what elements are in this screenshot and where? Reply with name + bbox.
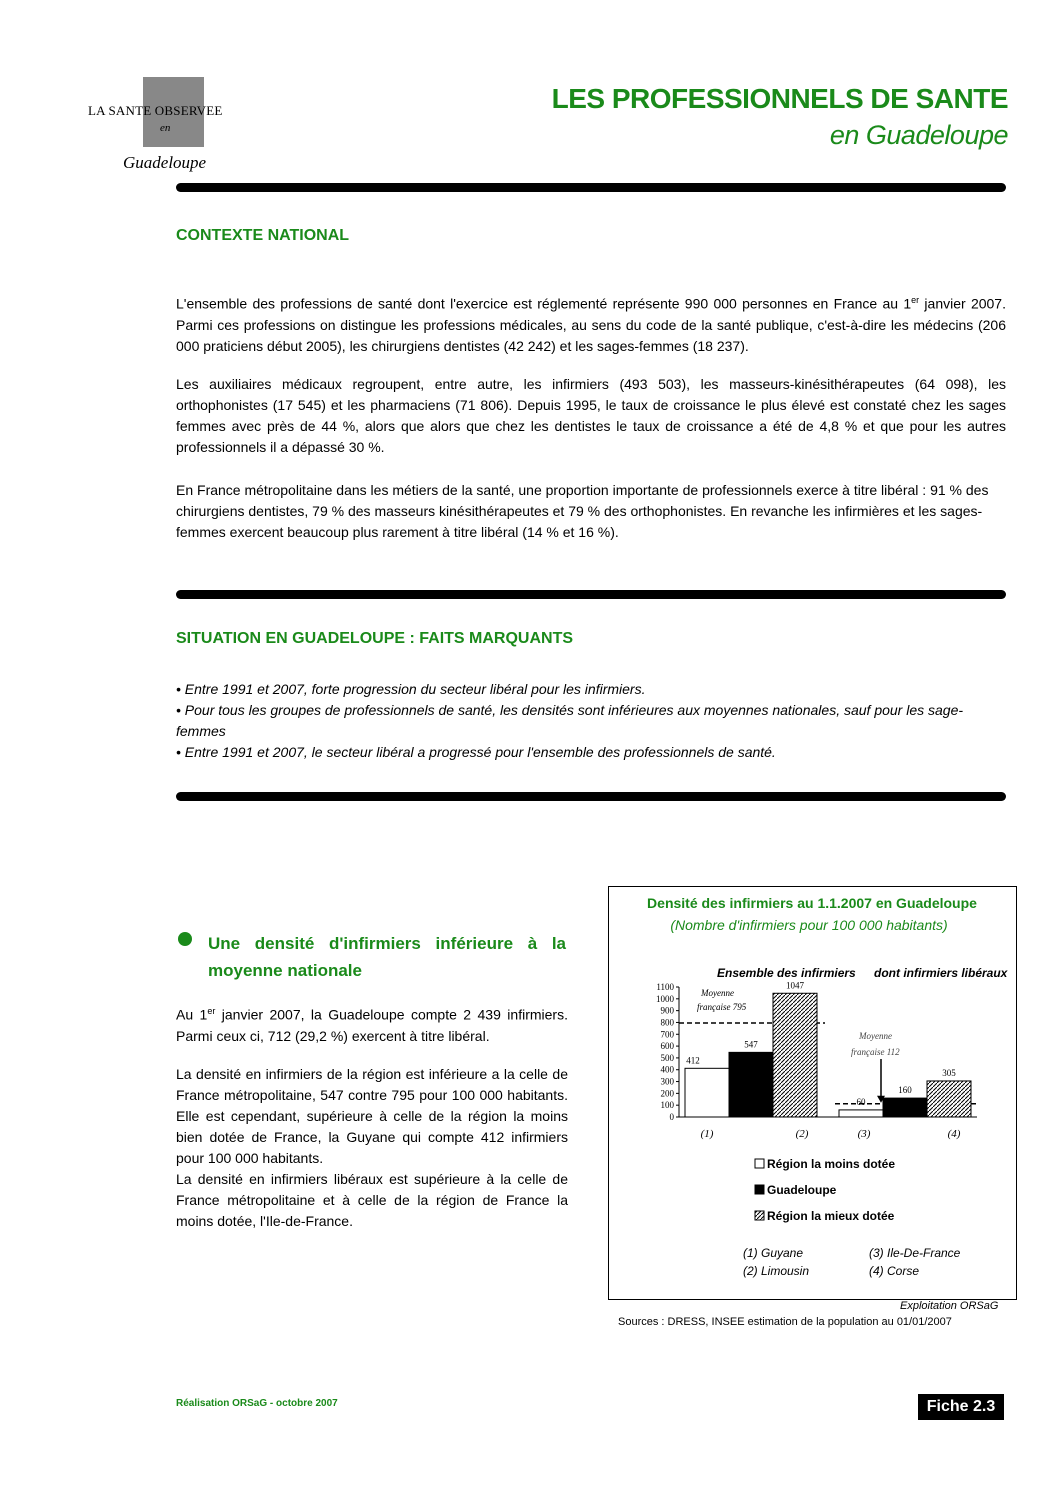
- chart-note: (2) Limousin: [743, 1264, 810, 1278]
- contexte-heading: CONTEXTE NATIONAL: [176, 227, 350, 244]
- bullet-item: • Entre 1991 et 2007, le secteur libéral a progressé pour l'ensemble des professionnels de santé.: [176, 744, 776, 760]
- y-tick-label: 300: [660, 1076, 674, 1087]
- x-tick-label: (2): [795, 1128, 809, 1140]
- chart-note: (4) Corse: [869, 1264, 920, 1278]
- bar-1-0: [729, 1052, 773, 1117]
- bar-value-label: 160: [898, 1085, 912, 1096]
- bar-2-1: [927, 1081, 971, 1117]
- average-label: Moyenne: [859, 1031, 892, 1041]
- y-tick-label: 1100: [656, 982, 674, 992]
- y-tick-label: 100: [660, 1100, 674, 1111]
- bar-value-label: 1047: [786, 980, 804, 991]
- y-tick-label: 800: [660, 1017, 674, 1028]
- contexte-p1-text-b: janvier 2007. Parmi ces professions on distingue les professions médicales, au sens du code de la santé publique, c'est-à-dire les médecins (206 000 praticiens début 2005), les chirurgiens dentistes (42 242) et les sages-femmes (18 237).: [176, 295, 1006, 354]
- contexte-paragraph-2: Les auxiliaires médicaux regroupent, entre autre, les infirmiers (493 503), les masseurs-kinésithérapeutes (64 098), les orthophonistes (17 545) et les pharmaciens (71 806). Depuis 1995, le taux de croissance le plus élevé est constaté chez les sages femmes avec près de 44 %, alors que alors que chez les dentistes le taux de croissance a été de 4,8 % et que pour les autres professionnels il a dépassé 30 %.: [176, 376, 1006, 455]
- x-tick-label: (3): [857, 1128, 871, 1140]
- y-tick-label: 1000: [656, 993, 674, 1004]
- logo-region: Guadeloupe: [123, 153, 207, 172]
- section-paragraph-3: La densité en infirmiers libéraux est supérieure à la celle de France métropolitaine et à celle de la région de France la moins dotée, l'Ile-de-France.: [176, 1171, 568, 1229]
- average-label: française 112: [851, 1047, 900, 1057]
- bar-value-label: 412: [686, 1055, 700, 1066]
- chart-exploitation: Exploitation ORSaG: [900, 1300, 999, 1312]
- contexte-paragraph-1: [176, 290, 1006, 357]
- legend-swatch: [755, 1159, 764, 1168]
- situation-divider: [176, 792, 1006, 801]
- chart-title: Densité des infirmiers au 1.1.2007 en Guadeloupe: [647, 895, 977, 911]
- fiche-badge: Fiche 2.3: [918, 1394, 1004, 1420]
- contexte-p1-text-a: L'ensemble des professions de santé dont l'exercice est réglementé représente 990 000 personnes en France au 1: [176, 295, 912, 312]
- legend-label: Région la mieux dotée: [767, 1209, 895, 1223]
- legend-label: Région la moins dotée: [767, 1157, 896, 1171]
- logo-title: LA SANTE OBSERVEE: [88, 103, 223, 118]
- section-p1-text-b: janvier 2007, la Guadeloupe compte 2 439 infirmiers. Parmi ceux ci, 712 (29,2 %) exercent à titre libéral.: [176, 1006, 568, 1044]
- y-tick-label: 600: [660, 1041, 674, 1052]
- density-chart: [609, 887, 1016, 1299]
- contexte-paragraph-3: En France métropolitaine dans les métiers de la santé, une proportion importante de professionnels exerce à titre libéral : 91 % des chirurgiens dentistes, 79 % des masseurs kinésithérapeutes et 79 % des orthophonistes. En revanche les infirmières et les sages-femmes exercent beaucoup plus rarement à titre libéral (14 % et 16 %).: [176, 482, 989, 540]
- section-p1-sup: er: [207, 1006, 216, 1016]
- x-tick-label: (1): [700, 1128, 714, 1140]
- chart-note: (1) Guyane: [743, 1246, 804, 1260]
- bar-0-0: [685, 1068, 729, 1117]
- page-title: LES PROFESSIONNELS DE SANTE: [551, 83, 1008, 114]
- header-divider: [176, 183, 1006, 192]
- chart-frame: [608, 886, 1017, 1300]
- y-tick-label: 700: [660, 1029, 674, 1040]
- footer-credit: Réalisation ORSaG - octobre 2007: [176, 1398, 338, 1409]
- section-paragraph-2: La densité en infirmiers de la région est inférieure a la celle de France métropolitaine, 547 contre 795 pour 100 000 habitants. Elle est cependant, supérieure à celle de la région la moins bien dotée de France, la Guyane qui compte 412 infirmiers pour 100 000 habitants.: [176, 1066, 568, 1166]
- group-label-liberaux: dont infirmiers libéraux: [874, 966, 1008, 980]
- section-heading: Une densité d'infirmiers inférieure à la moyenne nationale: [208, 934, 566, 980]
- bar-value-label: 60: [856, 1096, 866, 1107]
- logo-en: en: [160, 122, 171, 134]
- x-tick-label: (4): [947, 1128, 961, 1140]
- contexte-divider: [176, 590, 1006, 599]
- chart-sources: Sources : DRESS, INSEE estimation de la population au 01/01/2007: [618, 1316, 952, 1328]
- bar-value-label: 547: [744, 1039, 758, 1050]
- y-tick-label: 500: [660, 1052, 674, 1063]
- section-paragraph-1: [176, 1001, 568, 1047]
- bullet-item: • Entre 1991 et 2007, forte progression du secteur libéral pour les infirmiers.: [176, 681, 646, 697]
- bar-1-1: [883, 1098, 927, 1117]
- bullet-dot-icon: [178, 932, 192, 946]
- section-p1-text-a: Au 1: [176, 1006, 208, 1023]
- contexte-p1-sup: er: [911, 295, 920, 305]
- bar-2-0: [773, 993, 817, 1117]
- situation-heading: SITUATION EN GUADELOUPE : FAITS MARQUANTS: [176, 630, 574, 647]
- bar-0-1: [839, 1110, 883, 1117]
- average-label: française 795: [697, 1002, 747, 1012]
- y-tick-label: 0: [669, 1112, 674, 1122]
- page-subtitle: en Guadeloupe: [829, 120, 1008, 150]
- average-label: Moyenne: [701, 988, 734, 998]
- bullet-item: • Pour tous les groupes de professionnels de santé, les densités sont inférieures aux moyennes nationales, sauf pour les sage-femmes: [176, 702, 964, 739]
- legend-label: Guadeloupe: [767, 1183, 837, 1197]
- legend-swatch: [755, 1211, 764, 1220]
- situation-bullets: [176, 679, 1006, 763]
- legend-swatch: [755, 1185, 764, 1194]
- chart-note: (3) Ile-De-France: [869, 1246, 961, 1260]
- y-tick-label: 900: [660, 1005, 674, 1016]
- bar-value-label: 305: [942, 1067, 956, 1078]
- y-tick-label: 200: [660, 1088, 674, 1099]
- group-label-ensemble: Ensemble des infirmiers: [717, 966, 856, 980]
- y-tick-label: 400: [660, 1064, 674, 1075]
- chart-subtitle: (Nombre d'infirmiers pour 100 000 habitants): [670, 917, 948, 933]
